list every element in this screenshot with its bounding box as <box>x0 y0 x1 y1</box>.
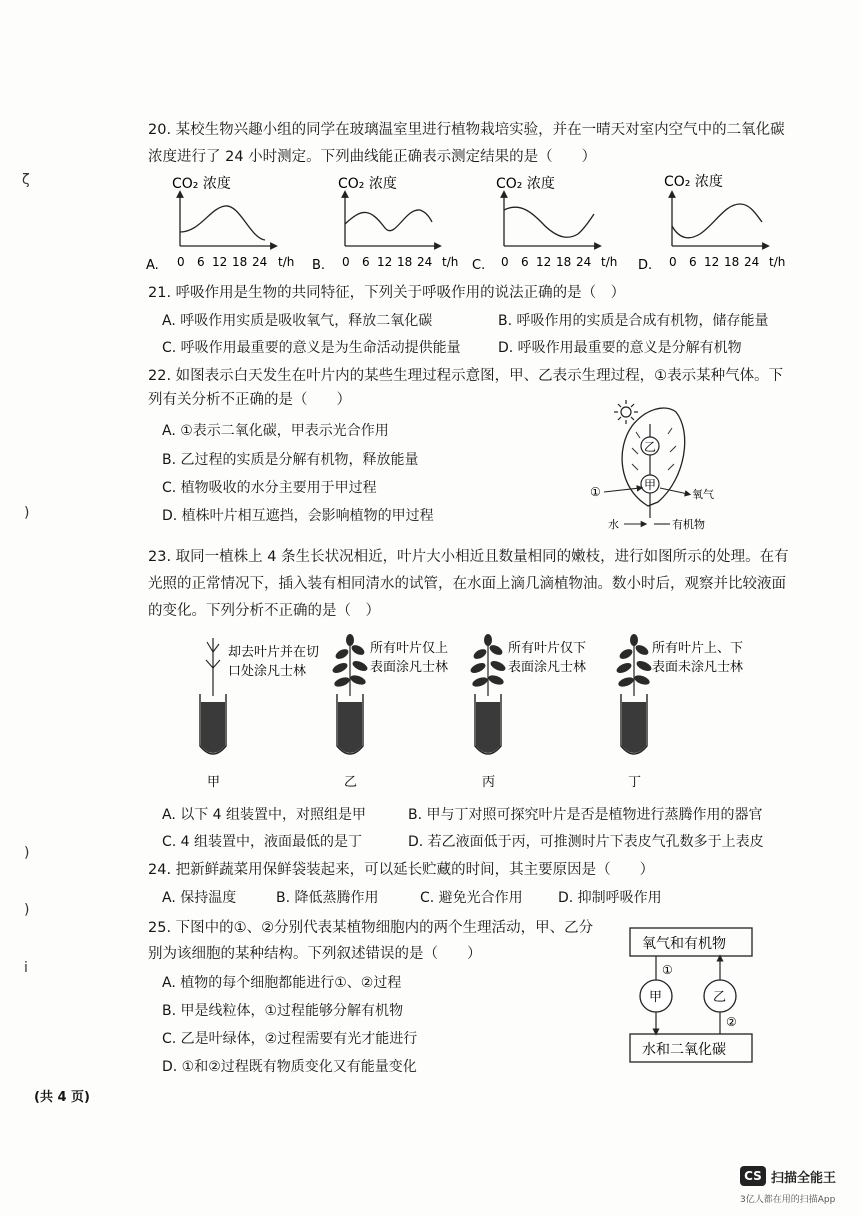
q25-option-d[interactable]: D. ①和②过程既有物质变化又有能量变化 <box>162 1059 417 1075</box>
margin-mark: i <box>24 960 28 976</box>
graph-a[interactable] <box>146 175 294 273</box>
tube-bing-note1: 所有叶片仅下 <box>508 641 587 656</box>
graph-d-letter: D. <box>638 258 653 273</box>
graph-d-tick: 24 <box>744 255 760 269</box>
tube-ding <box>615 634 743 790</box>
q22-fig-oxygen: 氧气 <box>692 488 714 501</box>
q25-option-a[interactable]: A. 植物的每个细胞都能进行①、②过程 <box>162 975 402 991</box>
graph-b[interactable] <box>312 175 458 273</box>
graph-d-tick: 6 <box>689 255 697 269</box>
q23-stem-line1: 23. 取同一植株上 4 条生长状况相近，叶片大小相近且数量相同的嫩枝，进行如图所示的处理。在有 <box>148 549 789 565</box>
graph-a-xunit: t/h <box>278 255 295 269</box>
tube-yi-label: 乙 <box>344 775 358 790</box>
q22-stem-line2: 列有关分析不正确的是（ ） <box>148 392 351 408</box>
q25-stem-line2: 别为该细胞的某种结构。下列叙述错误的是（ ） <box>148 946 482 962</box>
tube-bing <box>469 634 586 790</box>
q25-fig-bottom: 水和二氧化碳 <box>642 1042 726 1058</box>
q22-fig-jia: 甲 <box>644 478 657 492</box>
graph-d-tick: 0 <box>669 255 677 269</box>
graph-c-tick: 24 <box>576 255 592 269</box>
q21-option-a[interactable]: A. 呼吸作用实质是吸收氧气，释放二氧化碳 <box>162 313 433 329</box>
tube-jia-label: 甲 <box>207 775 221 790</box>
q22-option-b[interactable]: B. 乙过程的实质是分解有机物，释放能量 <box>162 452 419 468</box>
scanner-name: 扫描全能王 <box>771 1170 837 1186</box>
q25-fig-one: ① <box>662 963 673 977</box>
scanner-watermark <box>740 1166 836 1186</box>
q25-fig-yi: 乙 <box>713 990 727 1005</box>
graph-b-tick: 12 <box>377 255 393 269</box>
graph-b-tick: 0 <box>342 255 350 269</box>
q25-stem-line1: 25. 下图中的①、②分别代表某植物细胞内的两个生理活动，甲、乙分 <box>148 920 594 936</box>
q22-option-a[interactable]: A. ①表示二氧化碳，甲表示光合作用 <box>162 423 389 439</box>
graph-a-tick: 24 <box>252 255 268 269</box>
scanner-slogan: 3亿人都在用的扫描App <box>740 1195 836 1205</box>
graph-a-tick: 12 <box>212 255 228 269</box>
q20-stem-line1: 20. 某校生物兴趣小组的同学在玻璃温室里进行植物栽培实验，并在一晴天对室内空气中的二氧化碳 <box>148 122 785 138</box>
q22-fig-one: ① <box>590 485 601 499</box>
q23-option-b[interactable]: B. 甲与丁对照可探究叶片是否是植物进行蒸腾作用的器官 <box>408 807 763 823</box>
tube-jia-note2: 口处涂凡士林 <box>228 664 307 679</box>
q20-graphs <box>140 168 840 273</box>
graph-b-xunit: t/h <box>442 255 459 269</box>
tube-ding-note2: 表面未涂凡士林 <box>652 660 744 675</box>
margin-mark: ) <box>24 505 30 521</box>
graph-d-tick: 18 <box>724 255 740 269</box>
graph-b-letter: B. <box>312 258 326 273</box>
q23-stem-line3: 的变化。下列分析不正确的是（ ） <box>148 603 380 619</box>
graph-c-tick: 0 <box>501 255 509 269</box>
q24-option-b[interactable]: B. 降低蒸腾作用 <box>276 890 379 906</box>
q23-option-a[interactable]: A. 以下 4 组装置中，对照组是甲 <box>162 807 367 823</box>
graph-c-tick: 18 <box>556 255 572 269</box>
q24-option-a[interactable]: A. 保持温度 <box>162 890 237 906</box>
q23-tubes-figure <box>190 628 810 790</box>
margin-mark: ) <box>24 902 30 918</box>
q22-fig-yi: 乙 <box>644 440 657 454</box>
tube-jia <box>200 638 319 790</box>
tube-bing-note2: 表面涂凡士林 <box>508 660 587 675</box>
q21-option-d[interactable]: D. 呼吸作用最重要的意义是分解有机物 <box>498 340 742 356</box>
q25-option-b[interactable]: B. 甲是线粒体，①过程能够分解有机物 <box>162 1003 404 1019</box>
q25-fig-top: 氧气和有机物 <box>642 936 726 952</box>
margin-mark: ) <box>24 845 30 861</box>
graph-b-tick: 18 <box>397 255 413 269</box>
tube-ding-label: 丁 <box>628 775 642 790</box>
q25-fig-jia: 甲 <box>649 990 663 1005</box>
q22-stem-line1: 22. 如图表示白天发生在叶片内的某些生理过程示意图，甲、乙表示生理过程，①表示某种气体。下 <box>148 368 784 384</box>
q20-stem-line2: 浓度进行了 24 小时测定。下列曲线能正确表示测定结果的是（ ） <box>148 149 597 165</box>
graph-c[interactable] <box>472 175 617 273</box>
q24-option-d[interactable]: D. 抑制呼吸作用 <box>558 890 662 906</box>
graph-a-ylabel: CO₂ 浓度 <box>172 176 231 192</box>
cs-logo: CS <box>740 1166 766 1186</box>
q23-option-d[interactable]: D. 若乙液面低于丙，可推测时片下表皮气孔数多于上表皮 <box>408 834 764 850</box>
page-footer: (共 4 页) <box>34 1090 90 1105</box>
q25-cell-figure <box>628 926 758 1066</box>
graph-c-letter: C. <box>472 258 486 273</box>
q25-fig-two: ② <box>726 1015 737 1029</box>
q24-stem: 24. 把新鲜蔬菜用保鲜袋装起来，可以延长贮藏的时间，其主要原因是（ ） <box>148 862 655 878</box>
graph-c-ylabel: CO₂ 浓度 <box>496 176 555 192</box>
q21-stem: 21. 呼吸作用是生物的共同特征，下列关于呼吸作用的说法正确的是（ ） <box>148 285 626 301</box>
tube-yi-note1: 所有叶片仅上 <box>370 641 449 656</box>
q21-option-b[interactable]: B. 呼吸作用的实质是合成有机物，储存能量 <box>498 313 769 329</box>
margin-mark: ζ <box>22 172 30 188</box>
graph-a-tick: 6 <box>197 255 205 269</box>
tube-jia-note1: 却去叶片并在切 <box>228 645 320 660</box>
graph-b-tick: 24 <box>417 255 433 269</box>
graph-a-tick: 18 <box>232 255 248 269</box>
q22-fig-organic: 有机物 <box>672 518 705 531</box>
graph-d-ylabel: CO₂ 浓度 <box>664 174 723 190</box>
q22-fig-water: 水 <box>608 518 619 531</box>
graph-c-tick: 12 <box>536 255 552 269</box>
graph-a-tick: 0 <box>177 255 185 269</box>
graph-c-tick: 6 <box>521 255 529 269</box>
q23-stem-line2: 光照的正常情况下，插入装有相同清水的试管，在水面上滴几滴植物油。数小时后，观察并比较液面 <box>148 576 786 592</box>
q22-option-c[interactable]: C. 植物吸收的水分主要用于甲过程 <box>162 480 377 496</box>
graph-d-tick: 12 <box>704 255 720 269</box>
q23-option-c[interactable]: C. 4 组装置中，液面最低的是丁 <box>162 834 363 850</box>
tube-ding-note1: 所有叶片上、下 <box>652 641 744 656</box>
graph-c-xunit: t/h <box>601 255 618 269</box>
graph-a-letter: A. <box>146 258 159 273</box>
graph-d[interactable] <box>638 173 785 273</box>
q24-option-c[interactable]: C. 避免光合作用 <box>420 890 523 906</box>
q22-leaf-figure <box>588 398 748 538</box>
sun-icon <box>614 400 638 424</box>
graph-b-tick: 6 <box>362 255 370 269</box>
graph-b-ylabel: CO₂ 浓度 <box>338 176 397 192</box>
tube-yi-note2: 表面涂凡士林 <box>370 660 449 675</box>
tube-yi <box>331 634 448 790</box>
q21-option-c[interactable]: C. 呼吸作用最重要的意义是为生命活动提供能量 <box>162 340 461 356</box>
graph-d-xunit: t/h <box>769 255 786 269</box>
q25-option-c[interactable]: C. 乙是叶绿体，②过程需要有光才能进行 <box>162 1031 418 1047</box>
q22-option-d[interactable]: D. 植株叶片相互遮挡，会影响植物的甲过程 <box>162 508 434 524</box>
tube-bing-label: 丙 <box>482 775 496 790</box>
